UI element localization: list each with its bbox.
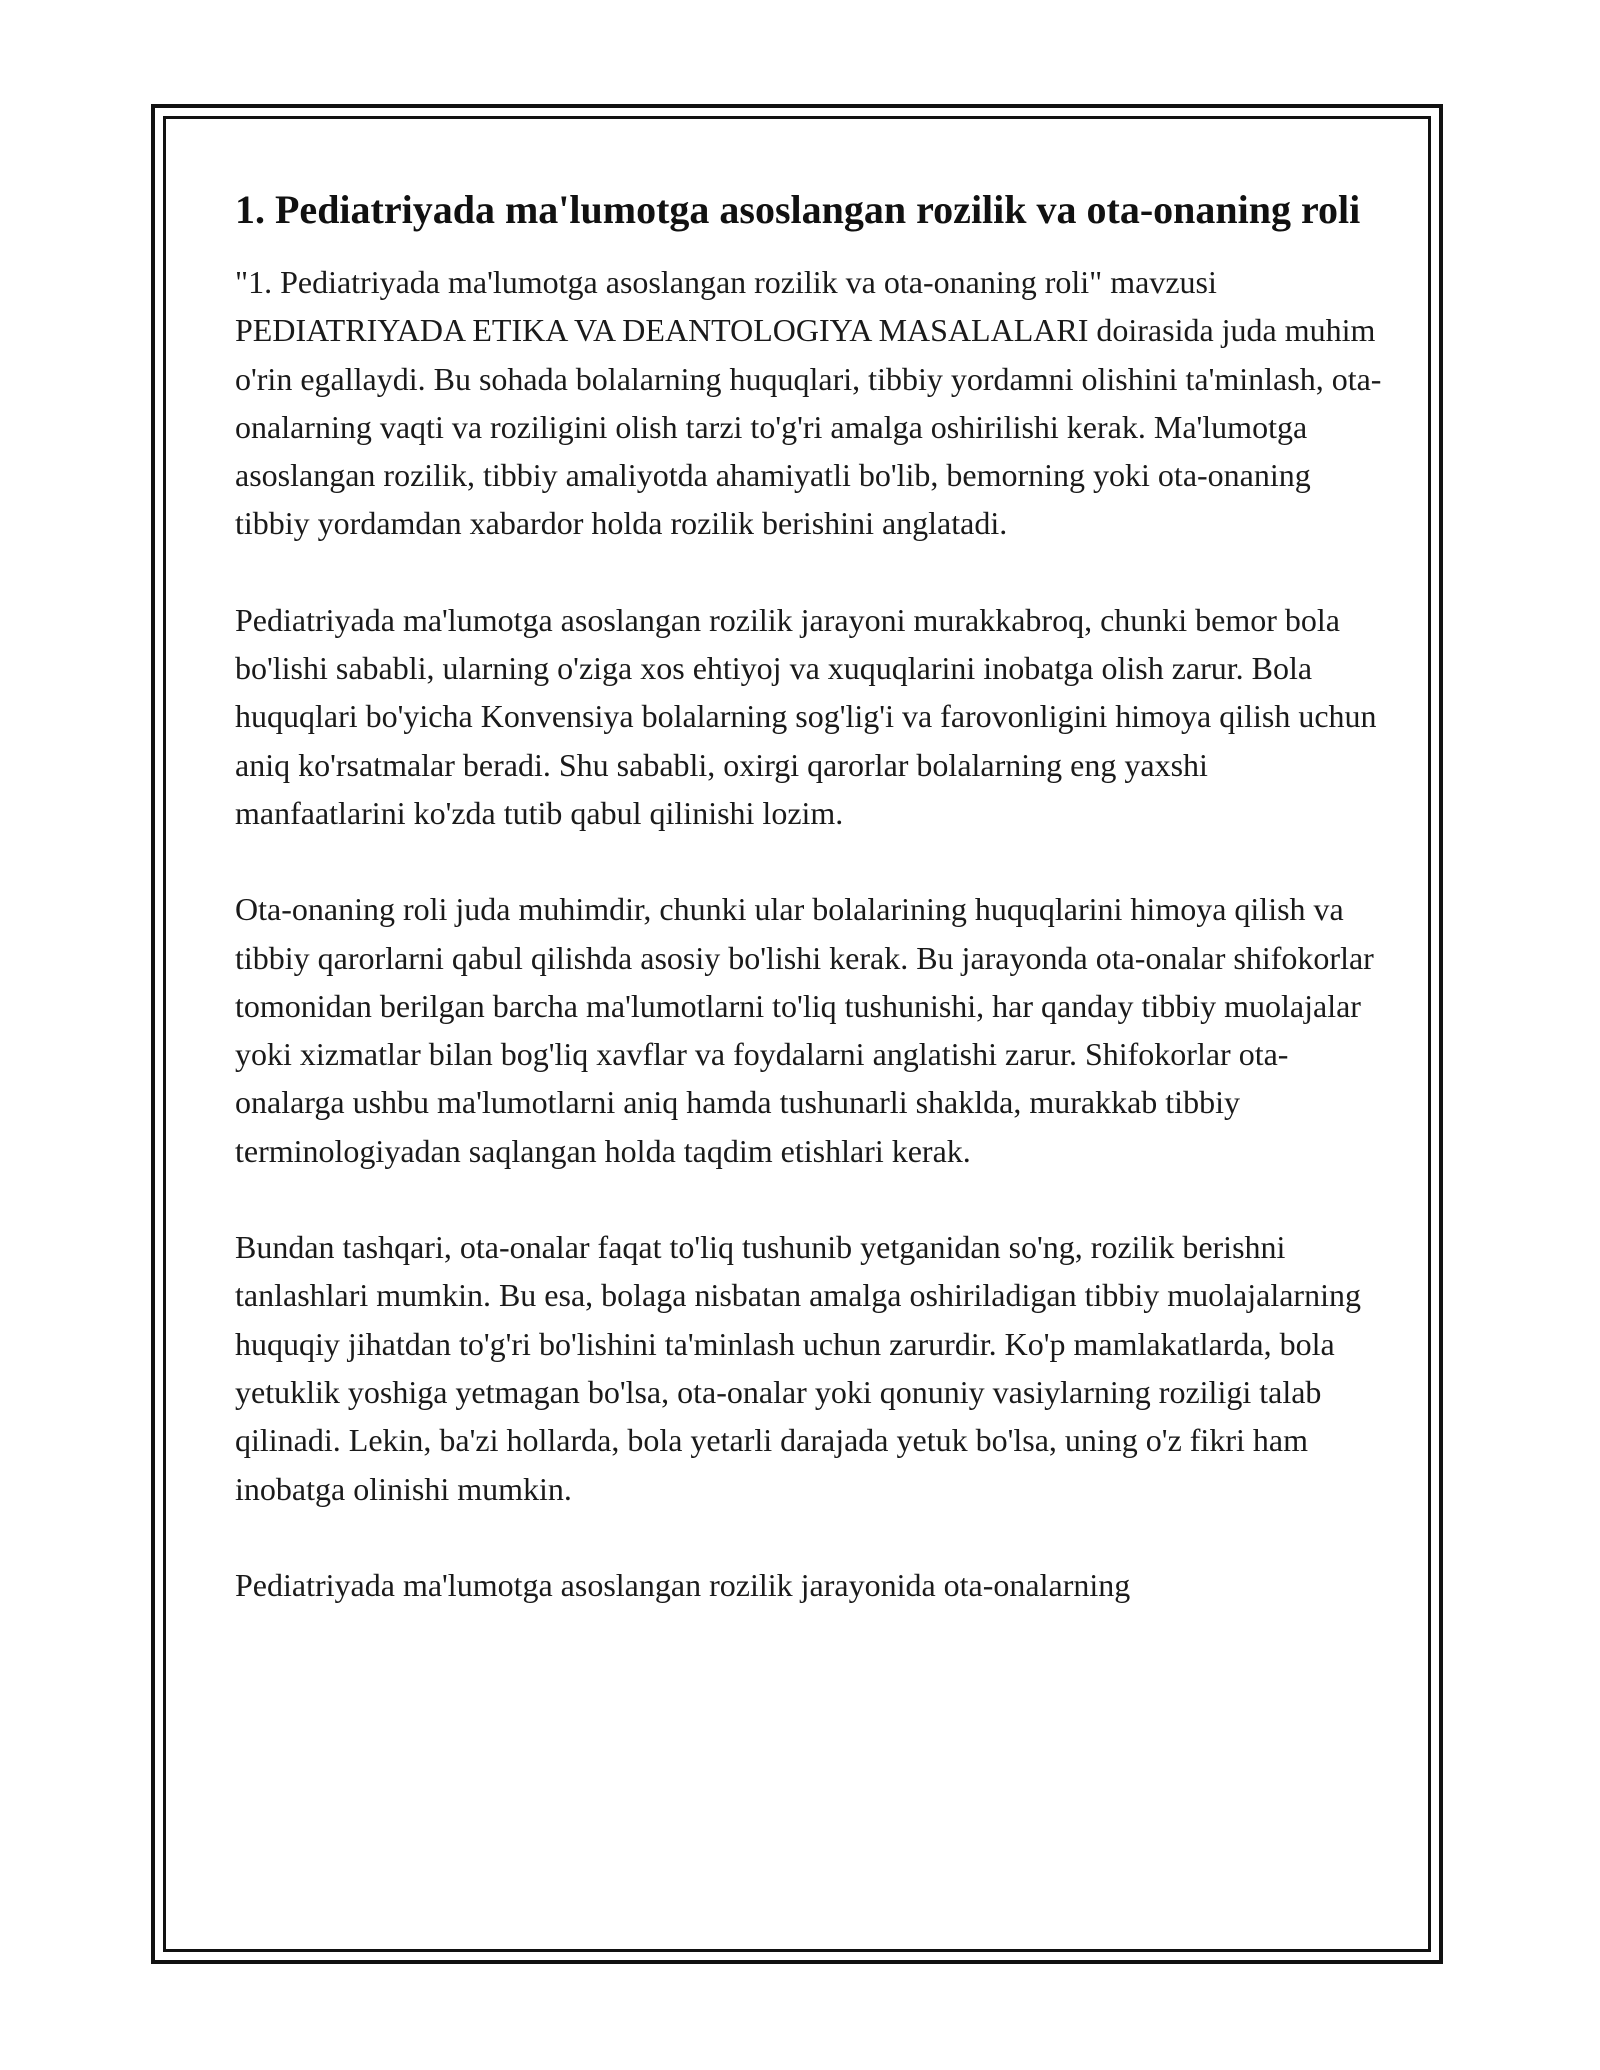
paragraph-2: Pediatriyada ma'lumotga asoslangan rozilik jarayoni murakkabroq, chunki bemor bola bo'lishi sababli, ularning o'ziga xos ehtiyoj va xuquqlarini inobatga olish zarur. Bola huquqlari bo'yicha Konvensiya bolalarning sog'lig'i va farovonligini himoya qilish uchun aniq ko'rsatmalar beradi. Shu sababli, oxirgi qarorlar bolalarning eng yaxshi manfaatlarini ko'zda tutib qabul qilinishi lozim. — [235, 601, 1377, 831]
paragraph-3: Ota-onaning roli juda muhimdir, chunki ular bolalarining huquqlarini himoya qilish va tibbiy qarorlarni qabul qilishda asosiy bo'lishi kerak. Bu jarayonda ota-onalar shifokorlar tomonidan berilgan barcha ma'lumotlarni to'liq tushunishi, har qanday tibbiy muolajalar yoki xizmatlar bilan bog'liq xavflar va foydalarni anglatishi zarur. Shifokorlar ota-onalarga ushbu ma'lumotlarni aniq hamda tushunarli shaklda, murakkab tibbiy terminologiyadan saqlangan holda taqdim etishlari kerak. — [235, 891, 1374, 1169]
paragraph-4: Bundan tashqari, ota-onalar faqat to'liq tushunib yetganidan so'ng, rozilik berishni tanlashlari mumkin. Bu esa, bolaga nisbatan amalga oshiriladigan tibbiy muolajalarning huquqiy jihatdan to'g'ri bo'lishini ta'minlash uchun zarurdir. Ko'p mamlakatlarda, bola yetuklik yoshiga yetmagan bo'lsa, ota-onalar yoki qonuniy vasiylarning roziligi talab qilinadi. Lekin, ba'zi hollarda, bola yetarli darajada yetuk bo'lsa, uning o'z fikri ham inobatga olinishi mumkin. — [235, 1229, 1361, 1507]
document-body — [235, 182, 1385, 1609]
paragraph-1: "1. Pediatriyada ma'lumotga asoslangan rozilik va ota-onaning roli" mavzusi PEDIATRIYADA ETIKA VA DEANTOLOGIYA MASALALARI doirasida juda muhim o'rin egallaydi. Bu sohada bolalarning huquqlari, tibbiy yordamni olishini ta'minlash, ota-onalarning vaqti va roziligini olish tarzi to'g'ri amalga oshirilishi kerak. Ma'lumotga asoslangan rozilik, tibbiy amaliyotda ahamiyatli bo'lib, bemorning yoki ota-onaning tibbiy yordamdan xabardor holda rozilik berishini anglatadi. — [235, 264, 1382, 542]
section-heading: 1. Pediatriyada ma'lumotga asoslangan rozilik va ota-onaning roli — [235, 187, 1361, 232]
paragraph-5: Pediatriyada ma'lumotga asoslangan rozilik jarayonida ota-onalarning — [235, 1566, 1131, 1603]
